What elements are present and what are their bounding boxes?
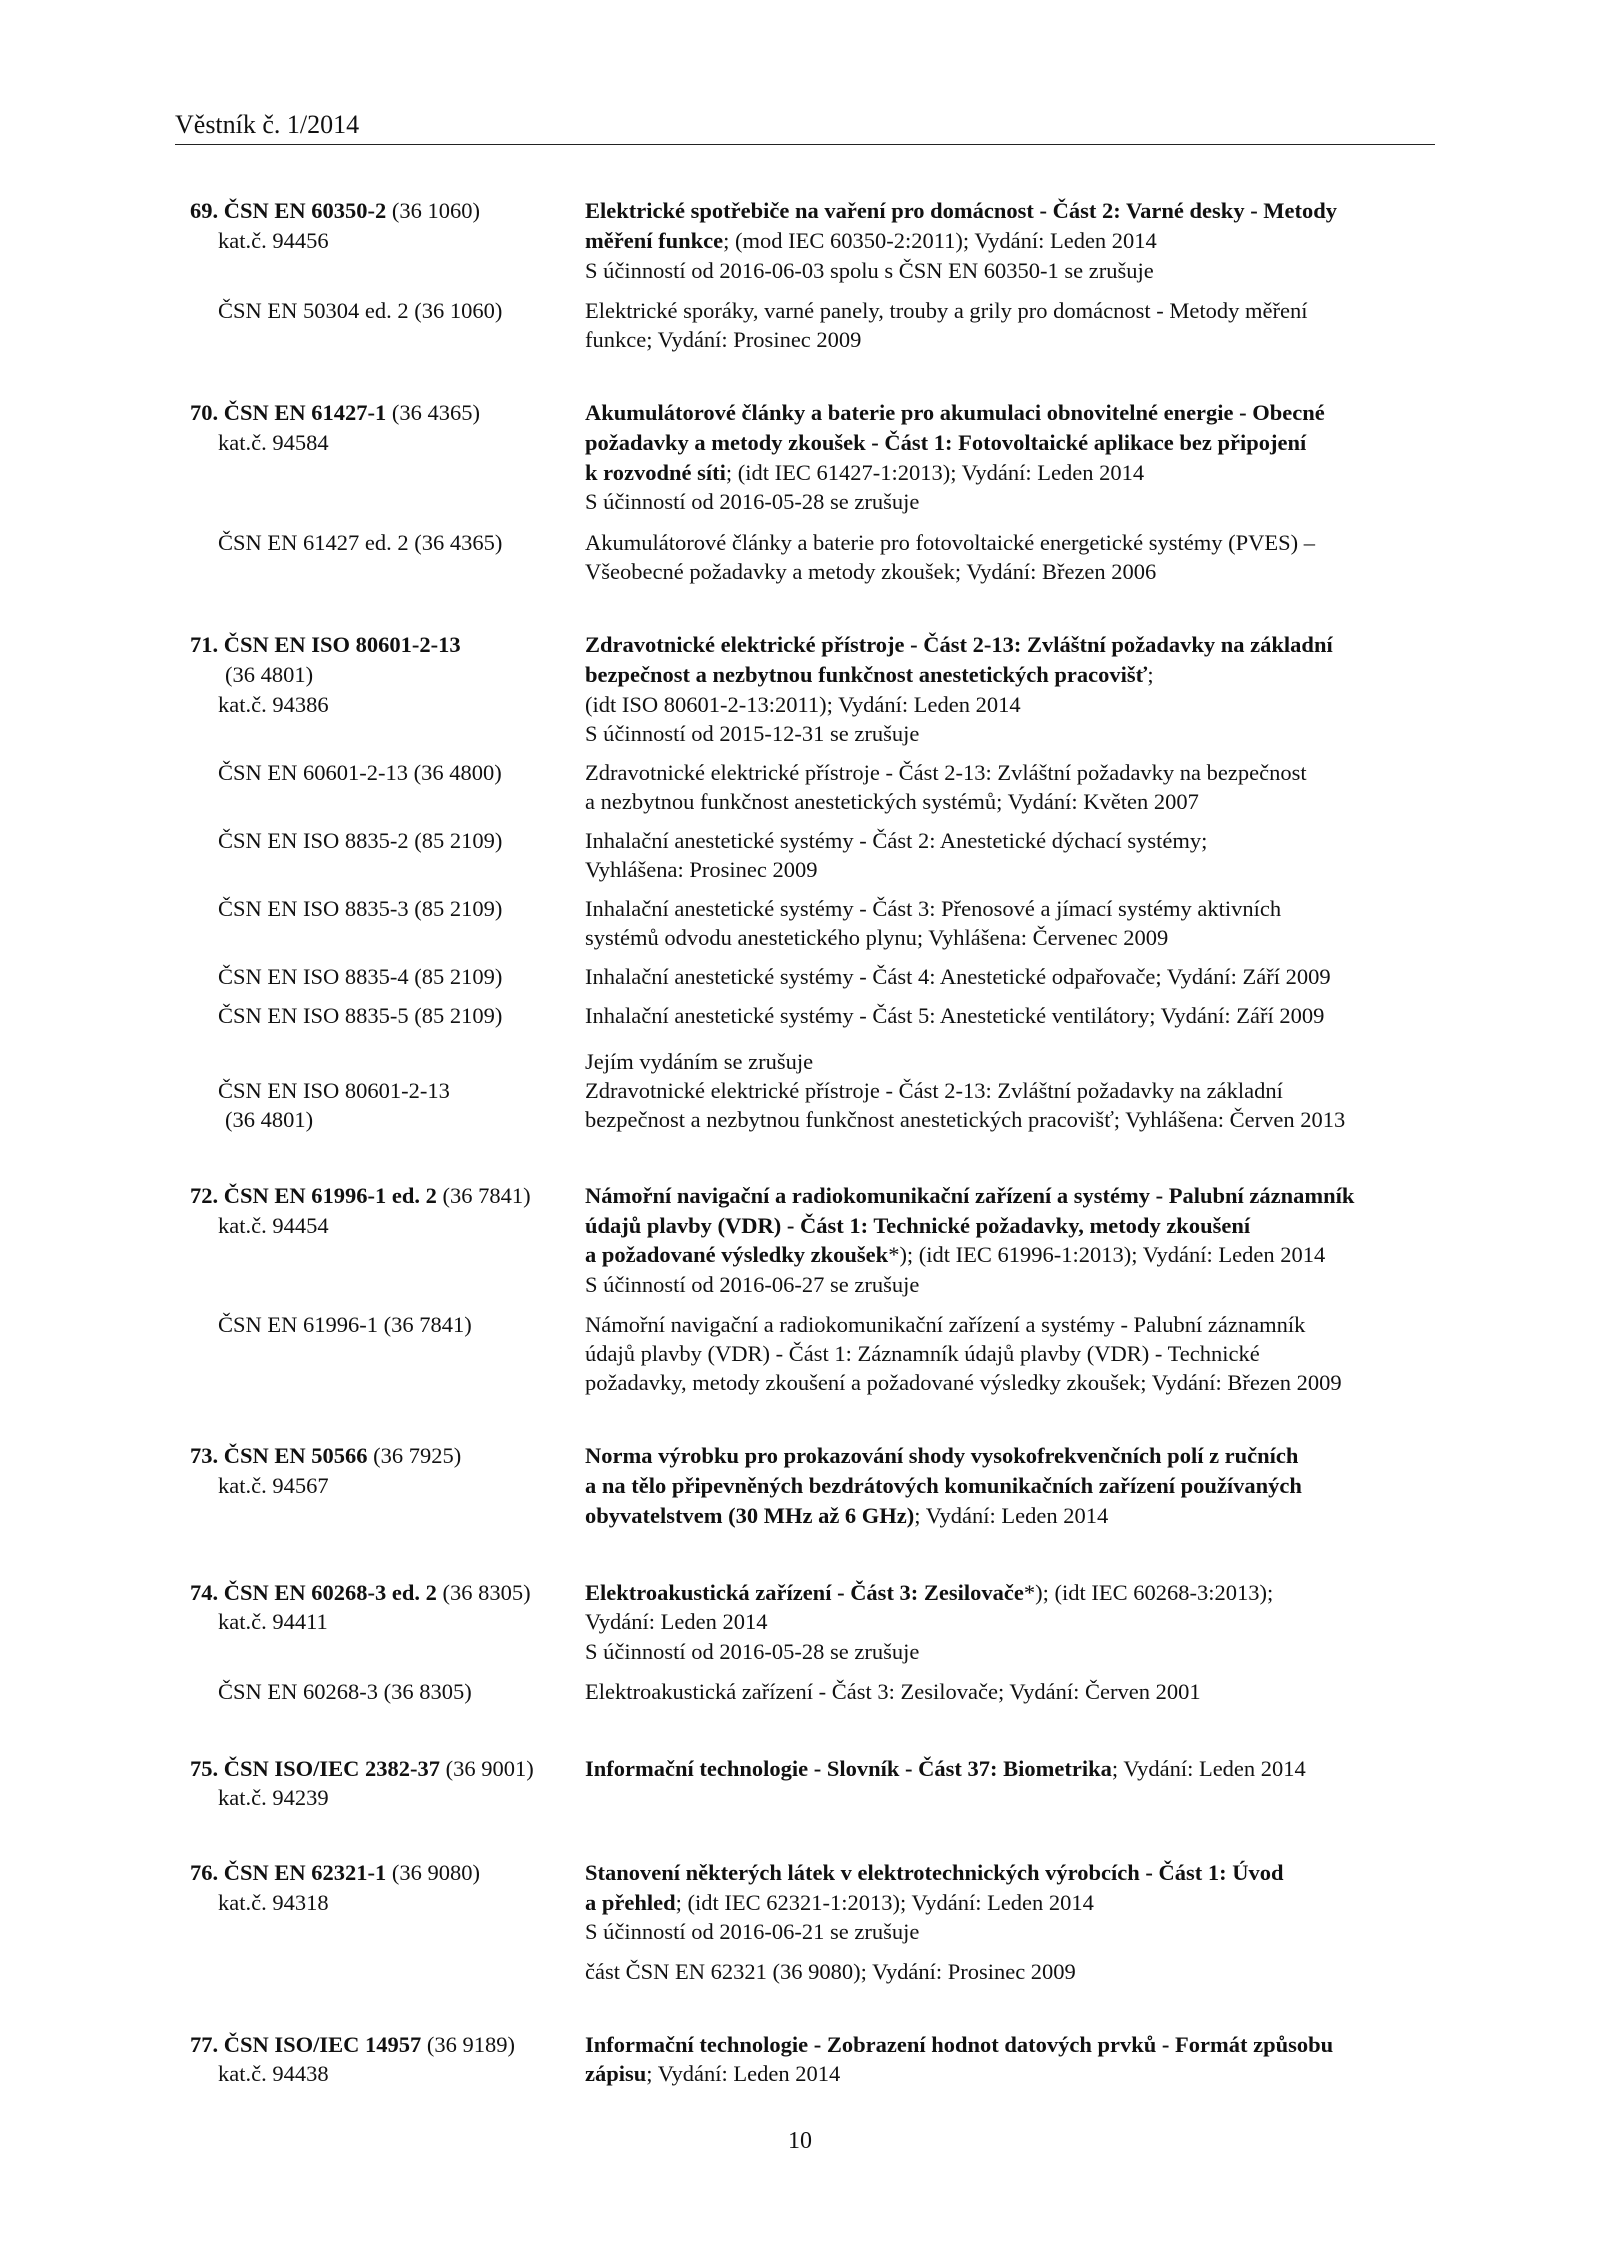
entry-title-cont: požadavky a metody zkoušek - Část 1: Fotovoltaické aplikace bez připojení: [585, 430, 1307, 455]
replaced-standard-text: Zdravotnické elektrické přístroje - Část 2-13: Zvláštní požadavky na základní: [585, 1078, 1283, 1103]
replaced-standard-code: ČSN EN ISO 8835-4 (85 2109): [218, 964, 503, 989]
entry-heading: 71. ČSN EN ISO 80601-2-13: [190, 632, 461, 657]
entry-title: Námořní navigační a radiokomunikační zařízení a systémy - Palubní záznamník: [585, 1183, 1355, 1208]
replaced-standard-code: ČSN EN 61996-1 (36 7841): [218, 1312, 472, 1337]
also-replaced-label: Jejím vydáním se zrušuje: [585, 1049, 814, 1074]
replaced-standard-text: systémů odvodu anestetického plynu; Vyhlášena: Červenec 2009: [585, 925, 1169, 950]
entry-heading: 70. ČSN EN 61427-1 (36 4365): [190, 400, 481, 425]
entry-heading: 73. ČSN EN 50566 (36 7925): [190, 1443, 462, 1468]
entry-title: Informační technologie - Zobrazení hodnot datových prvků - Formát způsobu: [585, 2032, 1334, 2057]
entry-title-cont: a na tělo připevněných bezdrátových komunikačních zařízení používaných: [585, 1473, 1302, 1498]
entry-title-cont: zápisu; Vydání: Leden 2014: [585, 2061, 841, 2086]
replaced-standard-text: Inhalační anestetické systémy - Část 2: Anestetické dýchací systémy;: [585, 828, 1208, 853]
entry-class: (36 4801): [225, 662, 314, 687]
entry-title-cont: údajů plavby (VDR) - Část 1: Technické požadavky, metody zkoušení: [585, 1213, 1251, 1238]
validity-note: S účinností od 2016-06-03 spolu s ČSN EN 60350-1 se zrušuje: [585, 258, 1154, 283]
entry-heading: 74. ČSN EN 60268-3 ed. 2 (36 8305): [190, 1580, 531, 1605]
catalog-number: kat.č. 94584: [218, 430, 329, 455]
entry-heading: 75. ČSN ISO/IEC 2382-37 (36 9001): [190, 1756, 534, 1781]
replaced-standard-code: ČSN EN 50304 ed. 2 (36 1060): [218, 298, 503, 323]
entry-heading: 72. ČSN EN 61996-1 ed. 2 (36 7841): [190, 1183, 531, 1208]
replaced-standard-text: Námořní navigační a radiokomunikační zařízení a systémy - Palubní záznamník: [585, 1312, 1306, 1337]
replaced-standard-code: ČSN EN ISO 80601-2-13: [218, 1078, 450, 1103]
entry-title-cont: měření funkce; (mod IEC 60350-2:2011); Vydání: Leden 2014: [585, 228, 1157, 253]
entry-title-cont: a požadované výsledky zkoušek*); (idt IEC 61996-1:2013); Vydání: Leden 2014: [585, 1242, 1326, 1267]
replaced-standard-code: ČSN EN 61427 ed. 2 (36 4365): [218, 530, 503, 555]
replaced-standard-text: Všeobecné požadavky a metody zkoušek; Vydání: Březen 2006: [585, 559, 1157, 584]
entry-title-cont: k rozvodné síti; (idt IEC 61427-1:2013); Vydání: Leden 2014: [585, 460, 1145, 485]
entry-title: Elektrické spotřebiče na vaření pro domácnost - Část 2: Varné desky - Metody: [585, 198, 1338, 223]
validity-note: S účinností od 2016-05-28 se zrušuje: [585, 489, 920, 514]
entry-title: Elektroakustická zařízení - Část 3: Zesilovače*); (idt IEC 60268-3:2013);: [585, 1580, 1274, 1605]
replaced-standard-text: funkce; Vydání: Prosinec 2009: [585, 327, 862, 352]
replaced-standard-code: ČSN EN 60268-3 (36 8305): [218, 1679, 472, 1704]
catalog-number: kat.č. 94411: [218, 1609, 328, 1634]
validity-note: S účinností od 2016-05-28 se zrušuje: [585, 1639, 920, 1664]
entry-heading: 77. ČSN ISO/IEC 14957 (36 9189): [190, 2032, 516, 2057]
replaced-standard-code: ČSN EN 60601-2-13 (36 4800): [218, 760, 502, 785]
replaced-standard-text: Elektrické sporáky, varné panely, trouby a grily pro domácnost - Metody měření: [585, 298, 1308, 323]
entry-title: Informační technologie - Slovník - Část 37: Biometrika; Vydání: Leden 2014: [585, 1756, 1306, 1781]
entry-title: Zdravotnické elektrické přístroje - Část 2-13: Zvláštní požadavky na základní: [585, 632, 1333, 657]
replaced-standard-text: požadavky, metody zkoušení a požadované výsledky zkoušek; Vydání: Březen 2009: [585, 1370, 1342, 1395]
replaced-standard-text: bezpečnost a nezbytnou funkčnost anestetických pracovišť; Vyhlášena: Červen 2013: [585, 1107, 1346, 1132]
replaced-standard-class: (36 4801): [225, 1107, 314, 1132]
entry-heading: 76. ČSN EN 62321-1 (36 9080): [190, 1860, 481, 1885]
entry-title: Norma výrobku pro prokazování shody vysokofrekvenčních polí z ručních: [585, 1443, 1299, 1468]
replaced-standard-text: údajů plavby (VDR) - Část 1: Záznamník údajů plavby (VDR) - Technické: [585, 1341, 1260, 1366]
entry-title: Akumulátorové články a baterie pro akumulaci obnovitelné energie - Obecné: [585, 400, 1325, 425]
replaced-standard-code: ČSN EN ISO 8835-5 (85 2109): [218, 1003, 503, 1028]
entry-title: Stanovení některých látek v elektrotechnických výrobcích - Část 1: Úvod: [585, 1860, 1284, 1885]
entry-title-cont: bezpečnost a nezbytnou funkčnost anestetických pracovišť;: [585, 662, 1154, 687]
catalog-number: kat.č. 94567: [218, 1473, 329, 1498]
replaced-standard-text: Zdravotnické elektrické přístroje - Část 2-13: Zvláštní požadavky na bezpečnost: [585, 760, 1307, 785]
replaced-standard-text: Akumulátorové články a baterie pro fotovoltaické energetické systémy (PVES) –: [585, 530, 1315, 555]
catalog-number: kat.č. 94456: [218, 228, 329, 253]
replaced-standard-text: část ČSN EN 62321 (36 9080); Vydání: Prosinec 2009: [585, 1959, 1076, 1984]
page-number: 10: [788, 2128, 812, 2154]
entry-title-cont: Vydání: Leden 2014: [585, 1609, 768, 1634]
validity-note: S účinností od 2015-12-31 se zrušuje: [585, 721, 920, 746]
entry-title-cont: obyvatelstvem (30 MHz až 6 GHz); Vydání: Leden 2014: [585, 1503, 1109, 1528]
replaced-standard-text: Elektroakustická zařízení - Část 3: Zesilovače; Vydání: Červen 2001: [585, 1679, 1201, 1704]
replaced-standard-text: Inhalační anestetické systémy - Část 4: Anestetické odpařovače; Vydání: Září 2009: [585, 964, 1331, 989]
replaced-standard-code: ČSN EN ISO 8835-3 (85 2109): [218, 896, 503, 921]
catalog-number: kat.č. 94239: [218, 1785, 329, 1810]
replaced-standard-code: ČSN EN ISO 8835-2 (85 2109): [218, 828, 503, 853]
entry-title-cont: (idt ISO 80601-2-13:2011); Vydání: Leden 2014: [585, 692, 1021, 717]
catalog-number: kat.č. 94438: [218, 2061, 329, 2086]
validity-note: S účinností od 2016-06-21 se zrušuje: [585, 1919, 920, 1944]
replaced-standard-text: Vyhlášena: Prosinec 2009: [585, 857, 818, 882]
catalog-number: kat.č. 94318: [218, 1890, 329, 1915]
replaced-standard-text: Inhalační anestetické systémy - Část 3: Přenosové a jímací systémy aktivních: [585, 896, 1282, 921]
validity-note: S účinností od 2016-06-27 se zrušuje: [585, 1272, 920, 1297]
page-header: Věstník č. 1/2014: [175, 110, 1435, 145]
catalog-number: kat.č. 94454: [218, 1213, 329, 1238]
entry-title-cont: a přehled; (idt IEC 62321-1:2013); Vydání: Leden 2014: [585, 1890, 1094, 1915]
catalog-number: kat.č. 94386: [218, 692, 329, 717]
entry-heading: 69. ČSN EN 60350-2 (36 1060): [190, 198, 481, 223]
replaced-standard-text: Inhalační anestetické systémy - Část 5: Anestetické ventilátory; Vydání: Září 2009: [585, 1003, 1325, 1028]
replaced-standard-text: a nezbytnou funkčnost anestetických systémů; Vydání: Květen 2007: [585, 789, 1199, 814]
